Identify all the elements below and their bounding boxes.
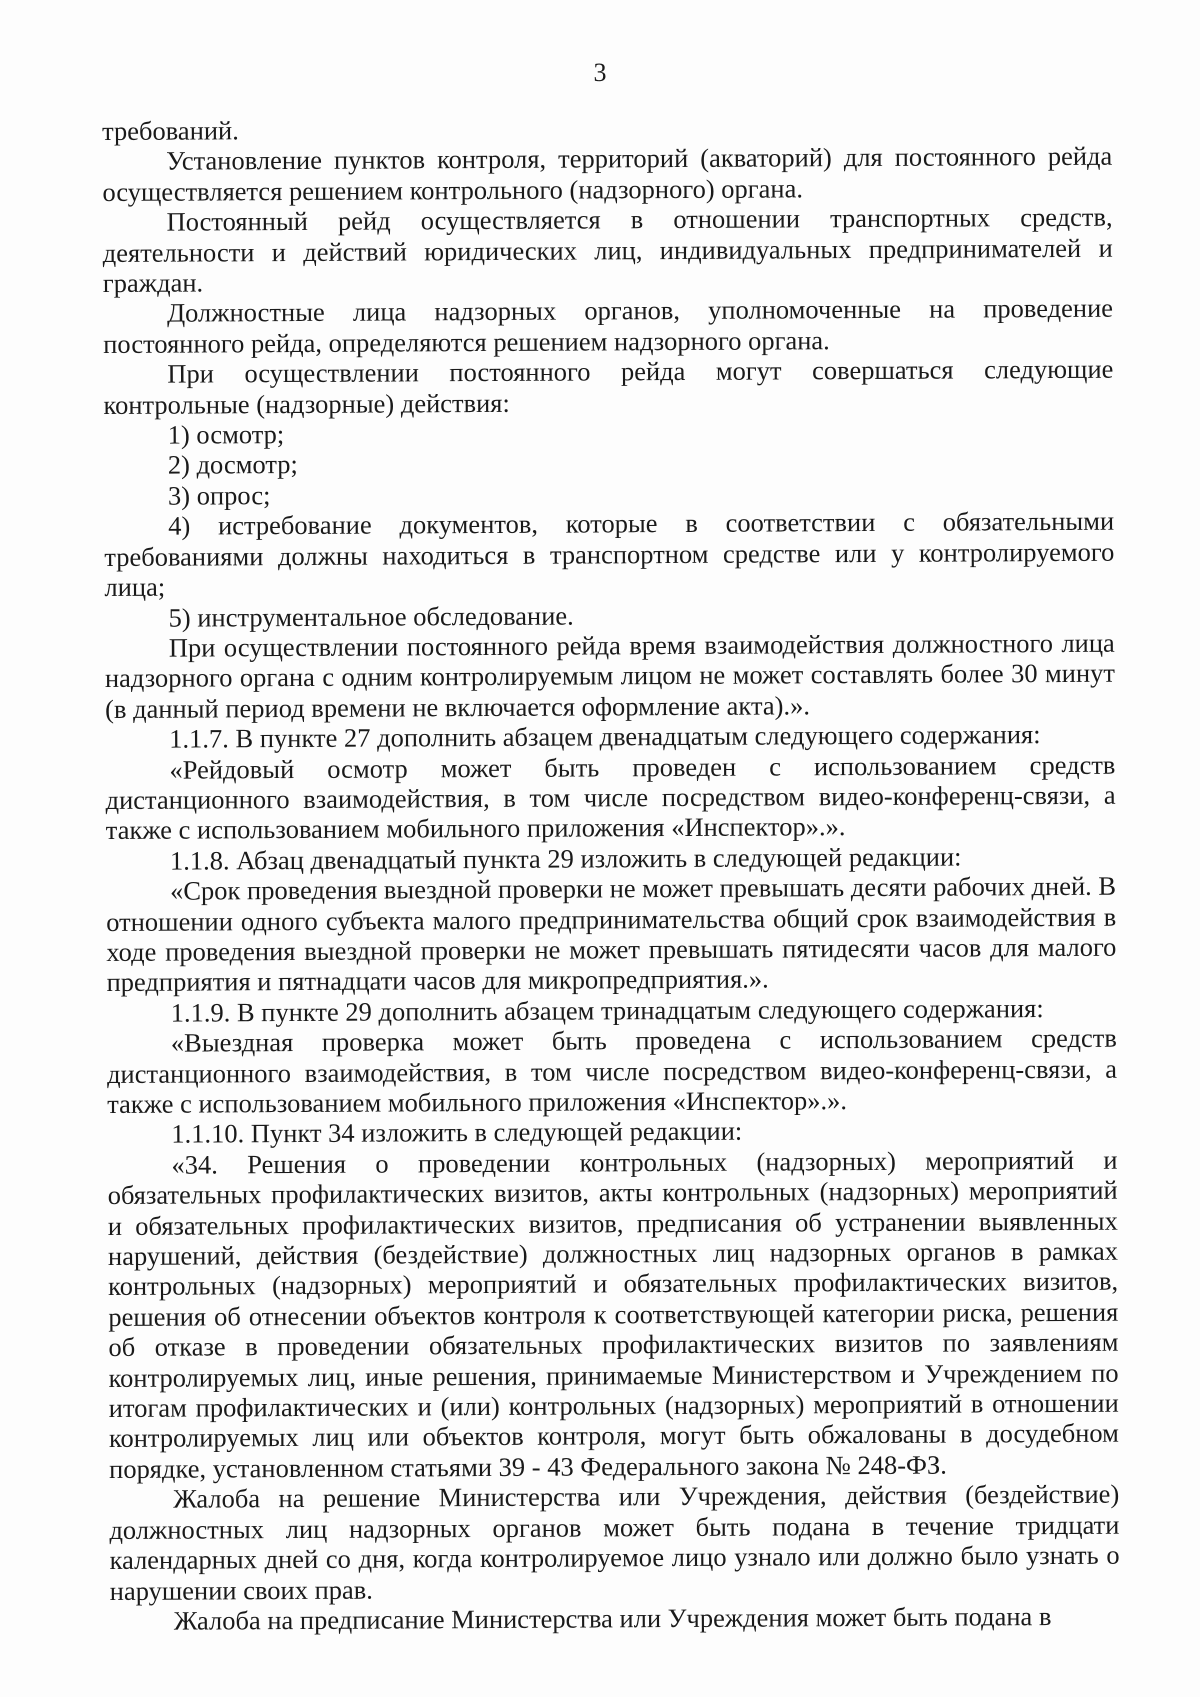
paragraph: 1.1.7. В пункте 27 дополнить абзацем двенадцатым следующего содержания: [169,719,1041,754]
paragraph: Установление пунктов контроля, территорий (акваторий) для постоянного рейда осуществляется решением контрольного (надзорного) органа. [102,141,1113,207]
paragraph: «Выездная проверка может быть проведена с использованием средств дистанционного взаимодействия, в том числе посредством видео-конференц-связи, а также с использованием мобильного приложения «Инспектор».». [106,1022,1118,1119]
paragraph: При осуществлении постоянного рейда время взаимодействия должностного лица надзорного органа с одним контролируемым лицом не может составлять более 30 минут (в данный период времени не включается оформление акта).». [104,627,1116,724]
paragraph: Должностные лица надзорных органов, уполномоченные на проведение постоянного рейда, определяются решением надзорного органа. [103,293,1114,359]
paragraph: 1.1.8. Абзац двенадцатый пункта 29 изложить в следующей редакции: [169,841,962,876]
paragraph: «Срок проведения выездной проверки не может превышать десяти рабочих дней. В отношении одного субъекта малого предпринимательства общий срок взаимодействия в ходе проведения выездной проверки не может превышать пятидесяти часов для малого предприятия и пятнадцати часов для микропредприятия.». [106,870,1117,998]
paragraph: «Рейдовый осмотр может быть проведен с использованием средств дистанционного взаимодействия, в том числе посредством видео-конференц-связи, а также с использованием мобильного приложения «Инспектор».». [105,749,1116,846]
paragraph: 1.1.9. В пункте 29 дополнить абзацем тринадцатым следующего содержания: [170,992,1044,1028]
paragraph: Жалоба на предписание Министерства или Учреждения может быть подана в [173,1600,1052,1636]
paragraph: «34. Решения о проведении контрольных (надзорных) мероприятий и обязательных профилактических визитов, акты контрольных (надзорных) мероприятий и обязательных профилактических визитов, предписания об устранении выявленных нарушений, действия (бездействие) должностных лиц надзорных органов в рамках контрольных (надзорных) мероприятий и обязательных профилактических визитов, решения об отнесении объектов контроля к соответствующей категории риска, решения об отказе в проведении обязательных профилактических визитов по заявлениям контролируемых лиц, иные решения, принимаемые Министерством и Учреждением по итогам профилактических и (или) контрольных (надзорных) мероприятий в отношении контролируемых лиц или объектов контроля, могут быть обжалованы в досудебном порядке, установленном статьями 39 - 43 Федерального закона № 248-ФЗ. [107,1144,1119,1484]
list-item: 4) истребование документов, которые в соответствии с обязательными требованиями должны находиться в транспортном средстве или у контролируемого лица; [104,505,1115,603]
list-item: 5) инструментальное обследование. [168,600,574,633]
paragraph: Постоянный рейд осуществляется в отношении транспортных средств, деятельности и действий юридических лиц, индивидуальных предпринимателей и граждан. [102,201,1113,299]
paragraph: требований. [102,115,239,146]
paragraph: При осуществлении постоянного рейда могут совершаться следующие контрольные (надзорные) действия: [103,353,1114,420]
page-number: 3 [593,58,607,87]
document-body [102,111,1120,1637]
list-item: 1) осмотр; [167,419,285,450]
paragraph: 1.1.10. Пункт 34 изложить в следующей редакции: [171,1116,743,1150]
list-item: 3) опрос; [167,479,271,511]
paragraph: Жалоба на решение Министерства или Учреждения, действия (бездействие) должностных лиц надзорных органов может быть подана в течение тридцати календарных дней со дня, когда контролируемое лицо узнало или должно было узнать о нарушении своих прав. [109,1478,1120,1606]
list-item: 2) досмотр; [167,449,298,481]
